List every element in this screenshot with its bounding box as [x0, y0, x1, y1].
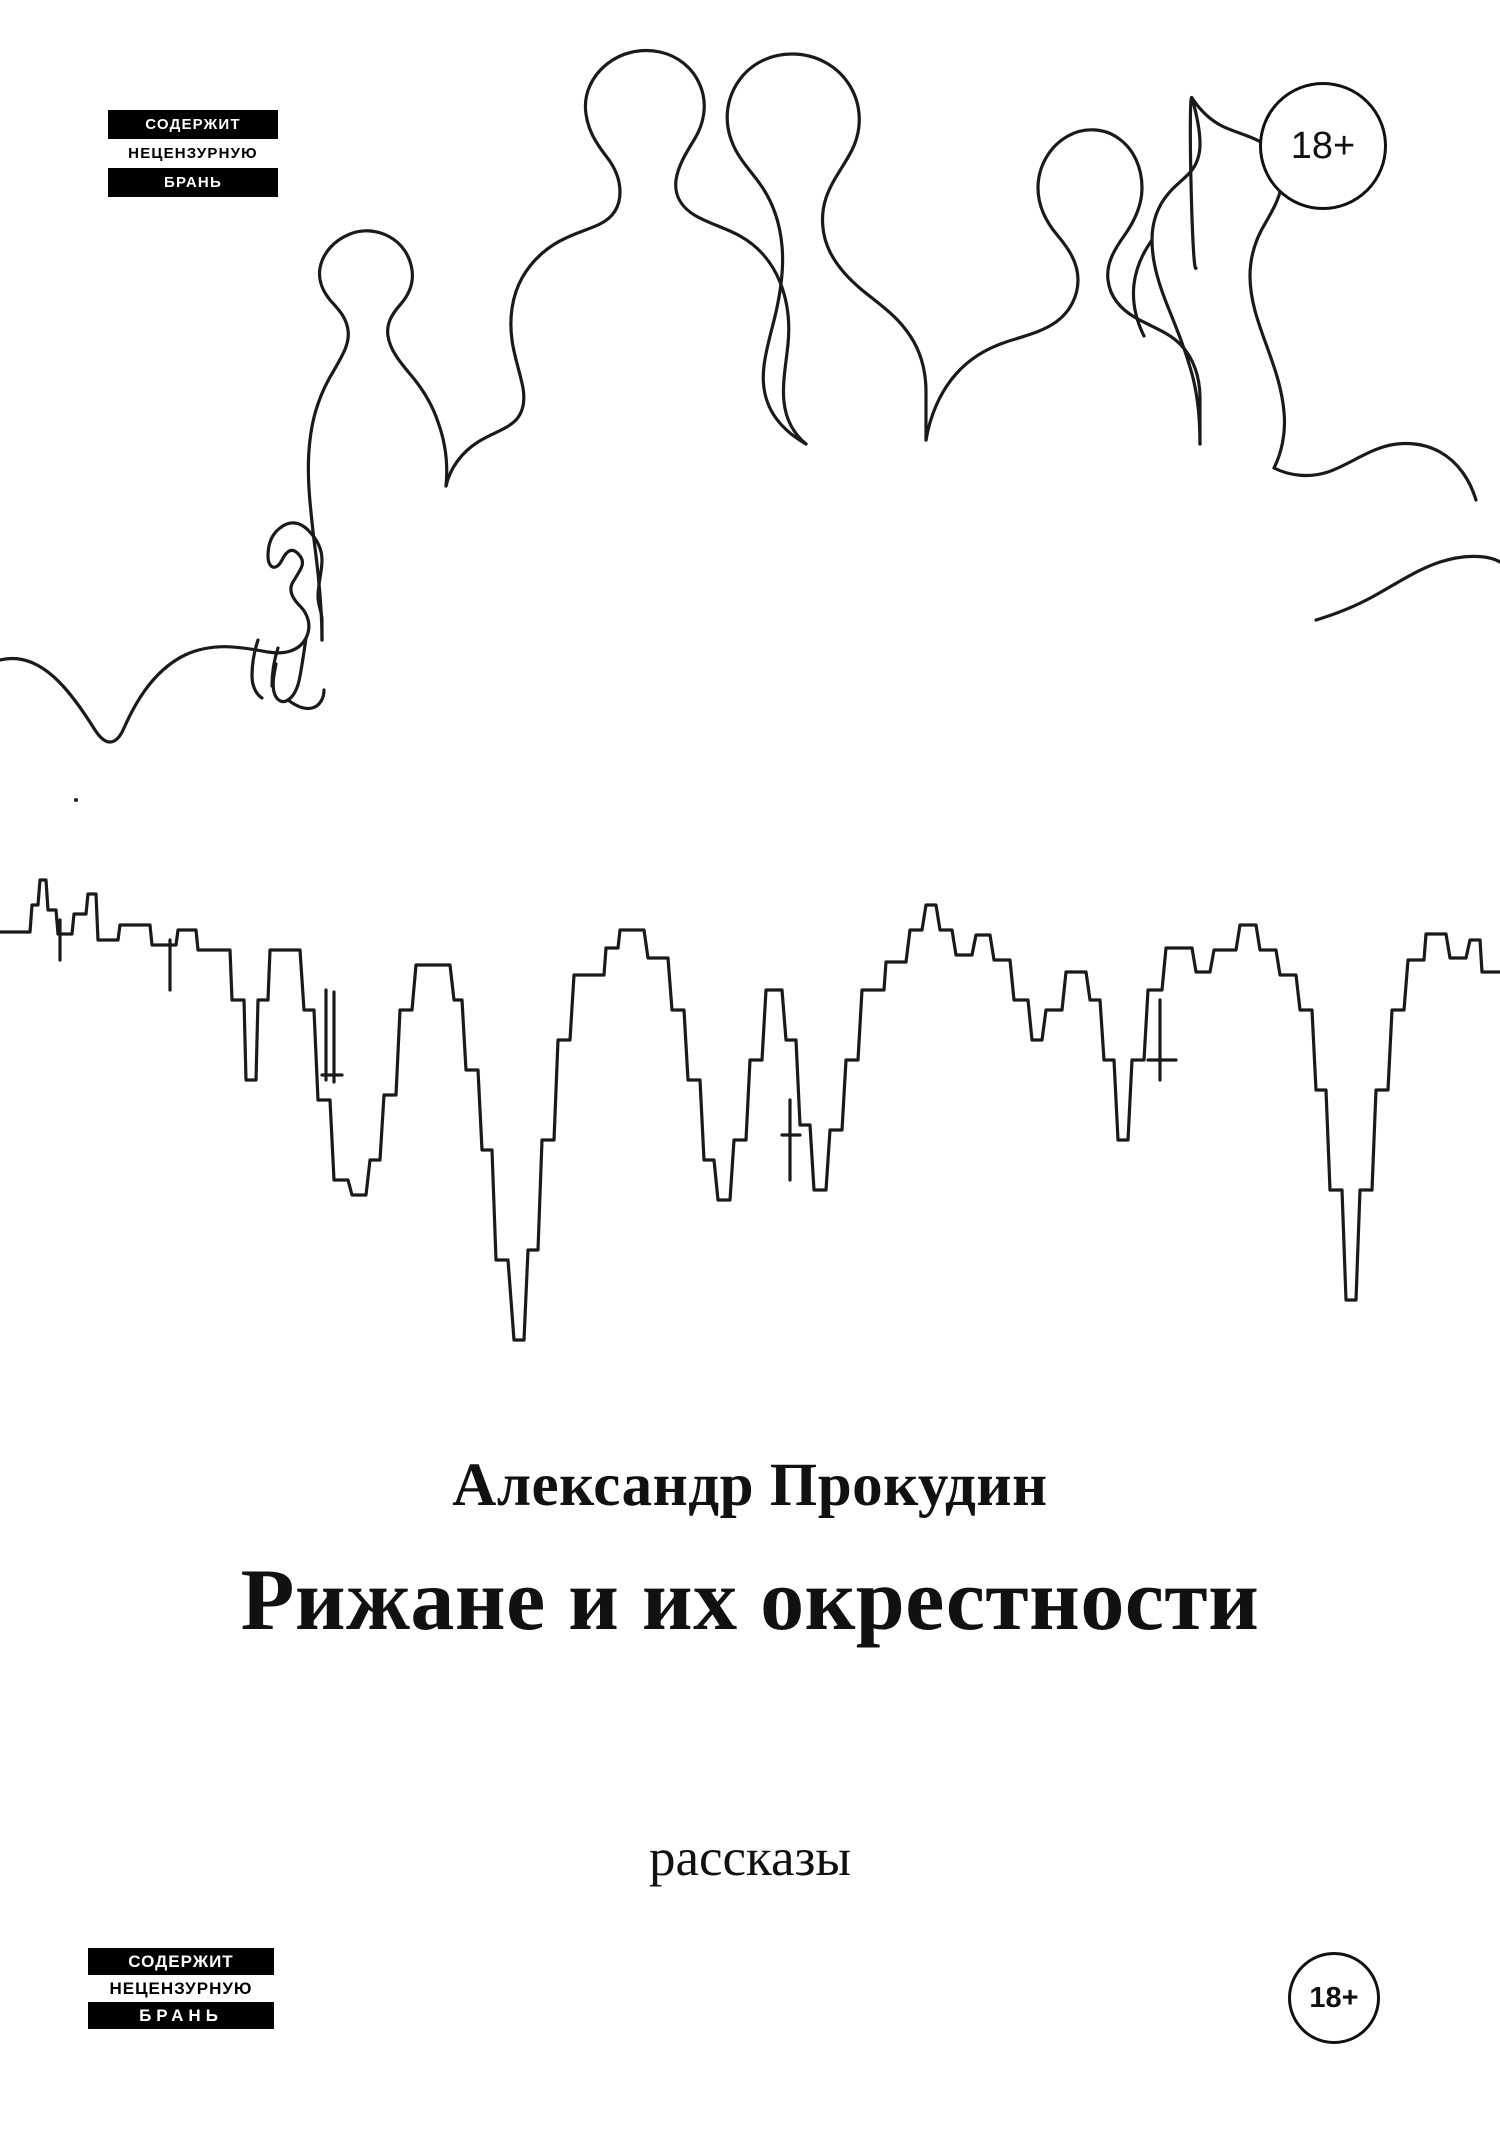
- content-warning-top-line3: БРАНЬ: [108, 168, 278, 197]
- content-warning-top: [108, 110, 278, 197]
- ink-dot: [74, 798, 78, 802]
- content-warning-bottom-line3: БРАНЬ: [88, 2002, 274, 2029]
- skyline-contour: [0, 880, 1500, 1340]
- content-warning-bottom: [88, 1948, 274, 2029]
- age-rating-badge-bottom: 18+: [1288, 1952, 1380, 2044]
- author-name: Александр Прокудин: [452, 1452, 1048, 1519]
- content-warning-top-line2: НЕЦЕНЗУРНУЮ: [108, 139, 278, 168]
- content-warning-bottom-line2: НЕЦЕНЗУРНУЮ: [88, 1975, 274, 2002]
- content-warning-bottom-line1: СОДЕРЖИТ: [88, 1948, 274, 1975]
- age-rating-badge-top: 18+: [1259, 82, 1387, 210]
- book-subtitle: рассказы: [648, 1829, 852, 1887]
- book-title: Рижане и их окрестности: [240, 1552, 1260, 1649]
- content-warning-top-line1: СОДЕРЖИТ: [108, 110, 278, 139]
